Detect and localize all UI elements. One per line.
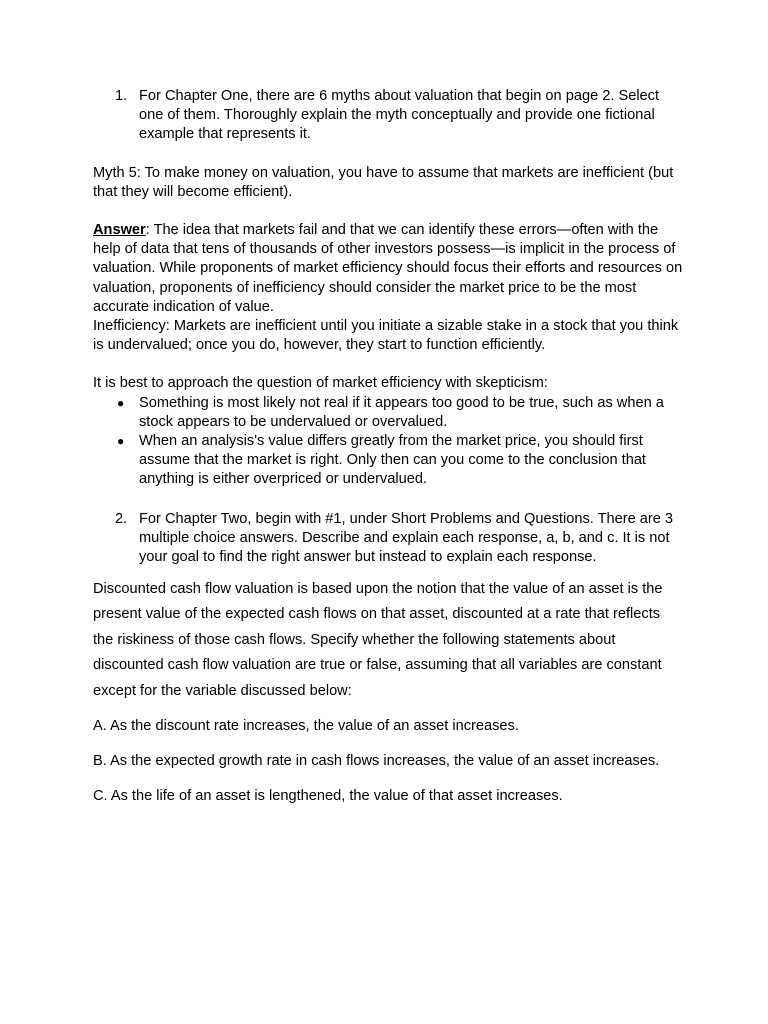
dcf-intro: Discounted cash flow valuation is based upon the notion that the value of an asset is the present value of the expected cash flows on that asset, discounted at a rate that reflects the riskiness of those cash flows. Specify whether the following statements about discounted cash flow valuation are true or false, assuming that all variables are constant except for the variable discussed below: [93,580,663,699]
question-2-number: 2. [115,510,128,527]
answer-text: : The idea that markets fail and that we can identify these errors—often with the help of data that tens of thousands of other investors possess—is implicit in the process of valuation. While proponents of market efficiency should focus their efforts and resources on valuation, proponents of inefficiency should consider the market price to be the most accurate indication of value. [93,222,683,315]
question-1-text: For Chapter One, there are 6 myths about valuation that begin on page 2. Select one of them. Thoroughly explain the myth conceptually and provide one fictional example that represents it. [139,88,660,143]
question-1-number: 1. [115,88,128,104]
list-item [93,432,683,490]
bullet-icon: ● [117,434,125,449]
inefficiency-paragraph: Inefficiency: Markets are inefficient until you initiate a sizable stake in a stock that you think is undervalued; once you do, however, they start to function efficiently. [93,318,679,354]
answer-label: Answer [93,222,146,239]
bullet-text: When an analysis's value differs greatly from the market price, you should first assume that the market is right. Only then can you come to the conclusion that anything is either overpriced or undervalued. [139,433,646,488]
list-item [93,394,683,432]
question-2-text: For Chapter Two, begin with #1, under Short Problems and Questions. There are 3 multiple choice answers. Describe and explain each response, a, b, and c. It is not your goal to find the right answer but instead to explain each response. [139,510,674,566]
question-1 [93,87,683,145]
bullet-icon: ● [117,395,125,410]
question-2 [93,510,683,568]
statement-a: A. As the discount rate increases, the value of an asset increases. [93,717,519,734]
statement-c: C. As the life of an asset is lengthened, the value of that asset increases. [93,787,563,804]
document-page [93,87,683,809]
myth-statement: Myth 5: To make money on valuation, you have to assume that markets are inefficient (but that they will become efficient). [93,164,674,200]
bullet-text: Something is most likely not real if it appears too good to be true, such as when a stock appears to be undervalued or overvalued. [139,394,664,430]
skepticism-intro: It is best to approach the question of market efficiency with skepticism: [93,375,548,392]
statement-b: B. As the expected growth rate in cash flows increases, the value of an asset increases. [93,752,660,769]
answer-paragraph [93,221,683,317]
